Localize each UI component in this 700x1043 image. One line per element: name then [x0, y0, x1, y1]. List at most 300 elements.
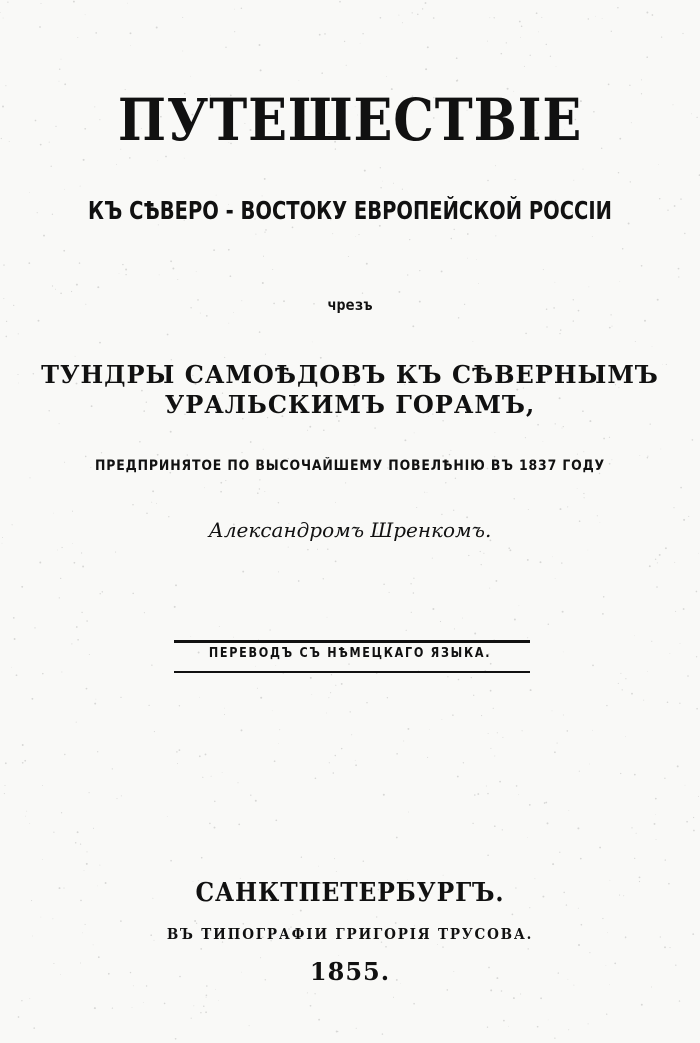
paper-speck	[2, 106, 4, 108]
paper-speck	[386, 76, 387, 77]
paper-speck	[472, 823, 473, 824]
paper-speck	[450, 450, 451, 451]
paper-speck	[580, 858, 582, 860]
paper-speck	[59, 423, 60, 424]
paper-speck	[490, 748, 491, 749]
paper-speck	[337, 1031, 338, 1032]
paper-speck	[380, 167, 381, 168]
paper-speck	[524, 66, 525, 67]
paper-speck	[293, 914, 294, 915]
paper-speck	[693, 830, 695, 832]
paper-speck	[298, 580, 300, 582]
paper-speck	[241, 729, 243, 731]
paper-speck	[165, 156, 167, 158]
paper-speck	[203, 1005, 204, 1006]
paper-speck	[487, 41, 488, 42]
paper-speck	[578, 944, 580, 946]
paper-speck	[265, 229, 267, 231]
paper-speck	[641, 265, 643, 267]
paper-speck	[222, 772, 223, 773]
paper-speck	[220, 491, 222, 493]
paper-speck	[508, 547, 510, 549]
paper-speck	[22, 762, 24, 764]
paper-speck	[99, 865, 100, 866]
paper-speck	[52, 214, 53, 215]
paper-speck	[206, 997, 207, 998]
book-title: ПУТЕШЕСТВІЕ	[117, 86, 583, 154]
paper-speck	[497, 732, 498, 733]
paper-speck	[64, 189, 65, 190]
paper-speck	[529, 804, 531, 806]
paper-speck	[408, 812, 409, 813]
paper-speck	[7, 1, 8, 2]
paper-speck	[481, 715, 482, 716]
paper-speck	[499, 781, 501, 783]
paper-speck	[330, 692, 331, 693]
paper-speck	[115, 552, 116, 553]
paper-speck	[522, 730, 523, 731]
paper-speck	[502, 737, 503, 738]
paper-speck	[120, 697, 121, 698]
paper-speck	[177, 763, 178, 764]
paper-speck	[75, 842, 77, 844]
paper-speck	[312, 342, 313, 343]
paper-speck	[51, 166, 52, 167]
paper-speck	[72, 543, 73, 544]
paper-speck	[18, 333, 19, 334]
paper-speck	[89, 792, 90, 793]
paper-speck	[200, 948, 202, 950]
paper-speck	[93, 828, 94, 829]
paper-speck	[589, 420, 591, 422]
paper-speck	[664, 946, 666, 948]
paper-speck	[674, 205, 676, 207]
paper-speck	[41, 917, 42, 918]
paper-speck	[667, 702, 669, 704]
paper-speck	[519, 21, 521, 23]
paper-speck	[403, 741, 404, 742]
paper-speck	[494, 432, 495, 433]
paper-speck	[264, 232, 265, 233]
book-subtitle: КЪ СѢВЕРО - ВОСТОКУ ЕВРОПЕЙСКОЙ РОССІИ	[88, 196, 612, 225]
paper-speck	[456, 80, 458, 82]
paper-speck	[583, 169, 584, 170]
paper-speck	[71, 643, 72, 644]
paper-speck	[696, 708, 698, 710]
paper-speck	[385, 946, 387, 948]
translation-rule-bottom	[174, 671, 530, 673]
paper-speck	[59, 597, 60, 598]
paper-speck	[546, 44, 547, 45]
paper-speck	[679, 1000, 680, 1001]
paper-speck	[259, 479, 260, 480]
paper-speck	[225, 47, 226, 48]
paper-speck	[393, 997, 394, 998]
paper-speck	[554, 1038, 555, 1039]
paper-speck	[548, 623, 549, 624]
paper-speck	[467, 258, 468, 259]
paper-speck	[474, 633, 476, 635]
paper-speck	[200, 1012, 201, 1013]
paper-speck	[202, 777, 203, 778]
paper-speck	[272, 269, 273, 270]
paper-speck	[16, 674, 18, 676]
paper-speck	[5, 762, 7, 764]
paper-speck	[53, 513, 54, 514]
paper-speck	[31, 900, 32, 901]
paper-speck	[646, 12, 648, 14]
paper-speck	[242, 571, 244, 573]
paper-speck	[14, 638, 16, 640]
paper-speck	[346, 65, 347, 66]
paper-speck	[310, 677, 312, 679]
paper-speck	[527, 559, 529, 561]
paper-speck	[260, 697, 262, 699]
paper-speck	[409, 239, 410, 240]
paper-speck	[550, 56, 551, 57]
paper-speck	[655, 814, 656, 815]
paper-speck	[427, 492, 428, 493]
paper-speck	[652, 14, 654, 16]
paper-speck	[514, 619, 516, 621]
paper-speck	[182, 17, 183, 18]
paper-speck	[577, 488, 578, 489]
paper-speck	[278, 502, 279, 503]
paper-speck	[425, 2, 427, 4]
paper-speck	[234, 31, 235, 32]
paper-speck	[589, 287, 590, 288]
paper-speck	[556, 66, 557, 67]
paper-speck	[75, 356, 76, 357]
paper-speck	[265, 354, 266, 355]
paper-speck	[345, 482, 346, 483]
paper-speck	[129, 157, 131, 159]
paper-speck	[527, 637, 528, 638]
paper-speck	[213, 249, 215, 251]
paper-speck	[74, 562, 76, 564]
paper-speck	[224, 714, 225, 715]
paper-speck	[292, 227, 294, 229]
paper-speck	[196, 271, 197, 272]
paper-speck	[120, 920, 122, 922]
paper-speck	[425, 68, 427, 70]
paper-speck	[151, 665, 152, 666]
paper-speck	[557, 743, 558, 744]
paper-speck	[463, 762, 464, 763]
paper-speck	[620, 673, 621, 674]
paper-speck	[685, 785, 686, 786]
paper-speck	[483, 553, 484, 554]
paper-speck	[332, 233, 333, 234]
paper-speck	[568, 1029, 569, 1030]
paper-speck	[327, 548, 328, 549]
paper-speck	[269, 629, 270, 630]
paper-speck	[489, 17, 490, 18]
paper-speck	[402, 22, 403, 23]
paper-speck	[170, 260, 172, 262]
paper-speck	[278, 743, 279, 744]
paper-speck	[85, 456, 87, 458]
paper-speck	[64, 754, 65, 755]
paper-speck	[561, 562, 562, 563]
paper-speck	[634, 774, 636, 776]
paper-speck	[81, 552, 82, 553]
paper-speck	[76, 722, 77, 723]
paper-speck	[503, 1020, 505, 1022]
paper-speck	[307, 992, 308, 993]
paper-speck	[678, 276, 679, 277]
paper-speck	[579, 771, 580, 772]
paper-speck	[458, 317, 459, 318]
paper-speck	[97, 286, 99, 288]
paper-speck	[55, 289, 56, 290]
translation-rule-top	[174, 640, 530, 643]
paper-speck	[241, 452, 242, 453]
paper-speck	[490, 989, 492, 991]
paper-speck	[29, 823, 30, 824]
paper-speck	[659, 198, 660, 199]
paper-speck	[333, 772, 335, 774]
paper-speck	[563, 426, 564, 427]
paper-speck	[488, 733, 489, 734]
paper-speck	[540, 997, 542, 999]
paper-speck	[617, 7, 618, 8]
paper-speck	[348, 256, 349, 257]
paper-speck	[476, 259, 477, 260]
paper-speck	[358, 234, 359, 235]
paper-speck	[2, 543, 3, 544]
paper-speck	[455, 478, 456, 479]
paper-speck	[125, 269, 127, 271]
paper-speck	[407, 728, 409, 730]
paper-speck	[670, 653, 671, 654]
paper-speck	[514, 498, 515, 499]
paper-speck	[625, 736, 626, 737]
paper-speck	[562, 428, 563, 429]
paper-speck	[654, 823, 656, 825]
paper-speck	[194, 920, 196, 922]
paper-speck	[548, 1020, 549, 1021]
paper-speck	[515, 179, 516, 180]
paper-speck	[97, 751, 98, 752]
paper-speck	[57, 550, 58, 551]
paper-speck	[172, 268, 174, 270]
paper-speck	[275, 665, 276, 666]
paper-speck	[132, 593, 134, 595]
paper-speck	[139, 441, 141, 443]
paper-speck	[264, 491, 265, 492]
paper-speck	[300, 910, 302, 912]
paper-speck	[433, 17, 435, 19]
paper-speck	[83, 159, 85, 161]
paper-speck	[307, 549, 309, 551]
paper-speck	[263, 256, 264, 257]
paper-speck	[424, 492, 425, 493]
paper-speck	[528, 509, 529, 510]
paper-speck	[177, 279, 178, 280]
paper-speck	[211, 776, 212, 777]
paper-speck	[334, 858, 335, 859]
paper-speck	[25, 816, 26, 817]
paper-speck	[76, 626, 78, 628]
paper-speck	[338, 420, 340, 422]
paper-speck	[468, 555, 469, 556]
paper-speck	[559, 333, 560, 334]
paper-speck	[259, 331, 261, 333]
paper-speck	[545, 802, 547, 804]
paper-speck	[412, 12, 413, 13]
paper-speck	[310, 1005, 312, 1007]
paper-speck	[175, 584, 177, 586]
paper-speck	[157, 454, 159, 456]
paper-speck	[18, 1016, 20, 1018]
paper-speck	[513, 997, 515, 999]
paper-speck	[537, 424, 539, 426]
paper-speck	[350, 711, 351, 712]
paper-speck	[442, 420, 443, 421]
paper-speck	[39, 26, 41, 28]
paper-speck	[35, 120, 37, 122]
paper-speck	[100, 593, 101, 594]
paper-speck	[608, 84, 610, 86]
paper-speck	[77, 639, 79, 641]
paper-speck	[659, 554, 661, 556]
paper-speck	[86, 851, 87, 852]
paper-speck	[379, 225, 381, 227]
paper-speck	[555, 282, 556, 283]
paper-speck	[622, 689, 623, 690]
paper-speck	[442, 455, 444, 457]
paper-speck	[4, 793, 5, 794]
paper-speck	[402, 189, 403, 190]
paper-speck	[335, 685, 336, 686]
paper-speck	[429, 729, 430, 730]
paper-speck	[323, 429, 325, 431]
paper-speck	[628, 223, 630, 225]
paper-speck	[187, 454, 188, 455]
paper-speck	[664, 778, 665, 779]
paper-speck	[417, 14, 418, 15]
paper-speck	[573, 320, 574, 321]
paper-speck	[196, 923, 197, 924]
paper-speck	[396, 837, 398, 839]
paper-speck	[520, 993, 521, 994]
paper-speck	[412, 325, 414, 327]
paper-speck	[457, 776, 459, 778]
paper-speck	[530, 689, 532, 691]
paper-speck	[29, 477, 30, 478]
paper-speck	[274, 760, 276, 762]
paper-speck	[321, 72, 323, 74]
paper-speck	[164, 1003, 166, 1005]
paper-speck	[278, 571, 279, 572]
paper-speck	[625, 678, 626, 679]
paper-speck	[119, 273, 120, 274]
paper-speck	[487, 793, 488, 794]
paper-speck	[214, 827, 216, 829]
paper-speck	[206, 995, 208, 997]
paper-speck	[611, 31, 612, 32]
paper-speck	[521, 25, 523, 27]
paper-speck	[159, 275, 160, 276]
imprint-city: САНКТПЕТЕРБУРГЪ.	[195, 878, 505, 908]
paper-speck	[382, 181, 383, 182]
paper-speck	[13, 617, 15, 619]
paper-speck	[314, 993, 315, 994]
paper-speck	[174, 606, 176, 608]
paper-speck	[331, 674, 332, 675]
paper-speck	[228, 323, 229, 324]
paper-speck	[665, 547, 667, 549]
paper-speck	[279, 729, 280, 730]
paper-speck	[380, 187, 381, 188]
paper-speck	[456, 57, 458, 59]
paper-speck	[646, 56, 648, 58]
paper-speck	[634, 635, 635, 636]
paper-speck	[238, 782, 239, 783]
paper-speck	[495, 165, 496, 166]
paper-speck	[205, 1011, 207, 1013]
paper-speck	[228, 249, 230, 251]
paper-speck	[327, 617, 328, 618]
paper-speck	[53, 832, 54, 833]
paper-speck	[452, 714, 454, 716]
paper-speck	[329, 762, 330, 763]
paper-speck	[527, 837, 528, 838]
paper-speck	[656, 586, 658, 588]
paper-speck	[127, 3, 128, 4]
paper-speck	[508, 1026, 509, 1027]
paper-speck	[495, 580, 497, 582]
paper-speck	[473, 341, 474, 342]
paper-speck	[577, 827, 579, 829]
paper-speck	[309, 426, 311, 428]
paper-speck	[79, 262, 80, 263]
paper-speck	[122, 264, 123, 265]
paper-speck	[112, 1007, 113, 1008]
paper-speck	[193, 1005, 194, 1006]
paper-speck	[374, 427, 375, 428]
paper-speck	[101, 452, 102, 453]
paper-speck	[567, 730, 569, 732]
paper-speck	[11, 667, 12, 668]
paper-speck	[324, 33, 326, 35]
paper-speck	[696, 656, 697, 657]
paper-speck	[487, 1027, 488, 1028]
paper-speck	[233, 637, 234, 638]
paper-speck	[661, 36, 662, 37]
paper-speck	[95, 32, 97, 34]
paper-speck	[609, 437, 610, 438]
paper-speck	[175, 1038, 177, 1040]
paper-speck	[24, 760, 26, 762]
paper-speck	[6, 336, 8, 338]
paper-speck	[84, 870, 85, 871]
paper-speck	[630, 181, 631, 182]
paper-speck	[96, 699, 97, 700]
paper-speck	[356, 236, 357, 237]
paper-speck	[651, 987, 652, 988]
paper-speck	[647, 671, 648, 672]
paper-speck	[696, 117, 697, 118]
paper-speck	[86, 620, 88, 622]
paper-speck	[589, 952, 590, 953]
paper-speck	[693, 817, 694, 818]
paper-speck	[339, 1, 341, 3]
paper-speck	[257, 688, 258, 689]
paper-speck	[94, 1007, 96, 1009]
paper-speck	[63, 250, 65, 252]
